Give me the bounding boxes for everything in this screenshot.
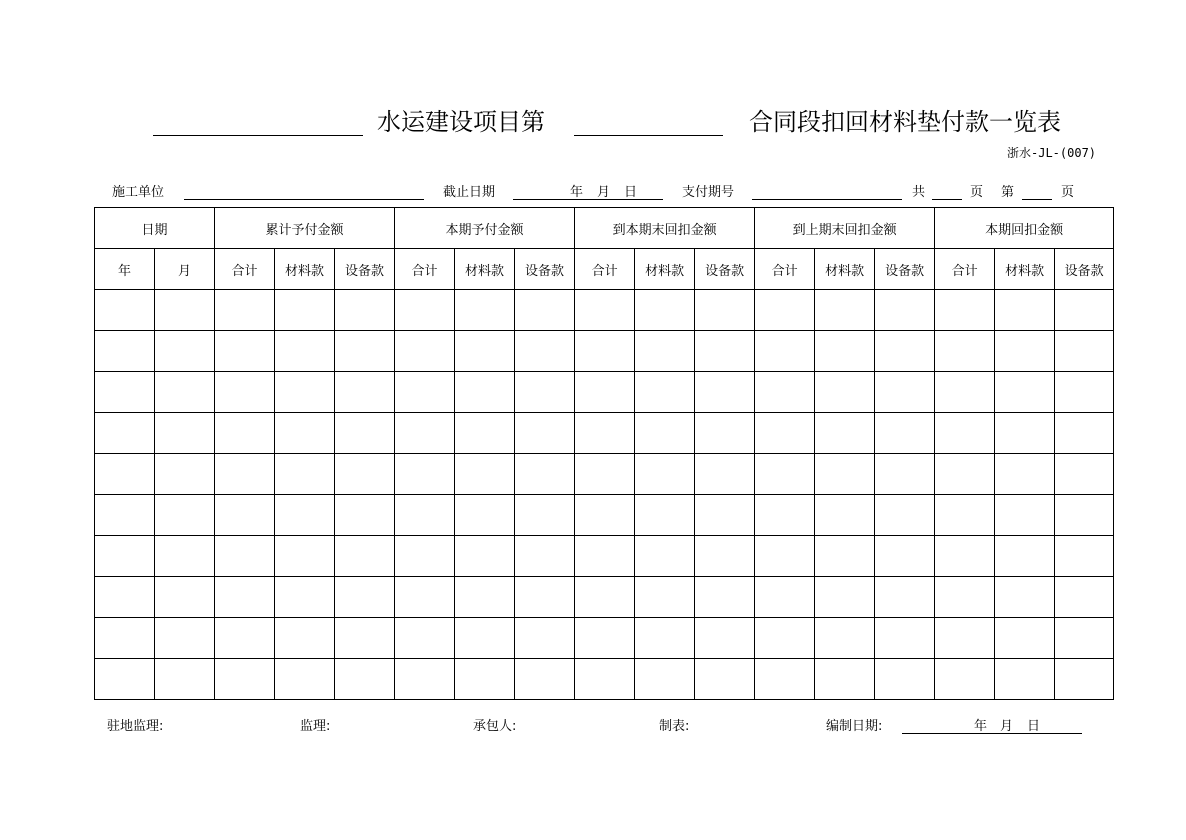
sub-header-materials: 材料款 bbox=[455, 249, 515, 290]
table-cell bbox=[455, 495, 515, 536]
table-cell bbox=[275, 659, 335, 700]
table-cell bbox=[275, 454, 335, 495]
table-cell bbox=[995, 618, 1055, 659]
payment-period-label: 支付期号 bbox=[682, 185, 735, 200]
table-cell bbox=[755, 413, 815, 454]
table-row bbox=[95, 331, 1114, 372]
table-cell bbox=[695, 413, 755, 454]
table-cell bbox=[875, 536, 935, 577]
prepared-date-label: 编制日期: bbox=[826, 719, 883, 734]
table-cell bbox=[755, 536, 815, 577]
table-cell bbox=[335, 331, 395, 372]
table-cell bbox=[575, 331, 635, 372]
table-cell bbox=[995, 372, 1055, 413]
table-cell bbox=[575, 454, 635, 495]
table-cell bbox=[1055, 454, 1114, 495]
table-cell bbox=[1055, 495, 1114, 536]
table-cell bbox=[815, 413, 875, 454]
cutoff-month: 月 bbox=[597, 185, 611, 200]
table-cell bbox=[335, 454, 395, 495]
table-cell bbox=[395, 618, 455, 659]
table-cell bbox=[395, 536, 455, 577]
table-cell bbox=[695, 577, 755, 618]
table-body bbox=[95, 290, 1114, 700]
table-cell bbox=[215, 290, 275, 331]
table-cell bbox=[815, 577, 875, 618]
title-part1: 水运建设项目第 bbox=[377, 108, 545, 136]
table-cell bbox=[275, 331, 335, 372]
table-cell bbox=[335, 536, 395, 577]
sub-header-total: 合计 bbox=[575, 249, 635, 290]
table-cell bbox=[875, 290, 935, 331]
table-cell bbox=[935, 577, 995, 618]
table-cell bbox=[1055, 659, 1114, 700]
sub-header-total: 合计 bbox=[935, 249, 995, 290]
table-cell bbox=[515, 454, 575, 495]
total-label: 共 bbox=[912, 185, 926, 200]
table-cell bbox=[155, 454, 215, 495]
table-cell bbox=[575, 577, 635, 618]
table-cell bbox=[815, 372, 875, 413]
table-row bbox=[95, 413, 1114, 454]
table-cell bbox=[695, 290, 755, 331]
table-cell bbox=[455, 413, 515, 454]
table-cell bbox=[755, 577, 815, 618]
table-cell bbox=[635, 659, 695, 700]
table-cell bbox=[815, 618, 875, 659]
table-cell bbox=[755, 372, 815, 413]
table-cell bbox=[875, 331, 935, 372]
table-cell bbox=[515, 290, 575, 331]
table-cell bbox=[95, 331, 155, 372]
group-header-cumulative-advance: 累计予付金额 bbox=[215, 208, 395, 249]
table-cell bbox=[155, 331, 215, 372]
sub-header-total: 合计 bbox=[395, 249, 455, 290]
table-cell bbox=[95, 454, 155, 495]
table-cell bbox=[755, 331, 815, 372]
sub-header-materials: 材料款 bbox=[995, 249, 1055, 290]
table-cell bbox=[695, 372, 755, 413]
header-sub-row bbox=[95, 249, 1114, 290]
table-cell bbox=[395, 331, 455, 372]
table-cell bbox=[575, 372, 635, 413]
table-cell bbox=[755, 618, 815, 659]
table-cell bbox=[575, 290, 635, 331]
table-cell bbox=[455, 536, 515, 577]
table-cell bbox=[215, 372, 275, 413]
table-cell bbox=[275, 495, 335, 536]
table-cell bbox=[695, 495, 755, 536]
table-cell bbox=[1055, 372, 1114, 413]
table-cell bbox=[815, 536, 875, 577]
table-cell bbox=[95, 372, 155, 413]
table-cell bbox=[515, 372, 575, 413]
table-cell bbox=[335, 372, 395, 413]
table-cell bbox=[275, 618, 335, 659]
page-number-blank bbox=[1022, 199, 1052, 200]
group-header-deducted-to-previous: 到上期末回扣金额 bbox=[755, 208, 935, 249]
table-cell bbox=[335, 659, 395, 700]
table-row bbox=[95, 577, 1114, 618]
table-cell bbox=[815, 331, 875, 372]
table-cell bbox=[575, 618, 635, 659]
contract-section-blank bbox=[574, 135, 723, 136]
table-cell bbox=[995, 536, 1055, 577]
table-row bbox=[95, 290, 1114, 331]
table-cell bbox=[575, 413, 635, 454]
table-cell bbox=[155, 577, 215, 618]
table-cell bbox=[635, 331, 695, 372]
table-cell bbox=[755, 495, 815, 536]
table-cell bbox=[1055, 290, 1114, 331]
table-row bbox=[95, 454, 1114, 495]
table-cell bbox=[635, 577, 695, 618]
table-cell bbox=[155, 372, 215, 413]
table-cell bbox=[515, 331, 575, 372]
group-header-current-deduction: 本期回扣金额 bbox=[935, 208, 1114, 249]
group-header-deducted-to-current: 到本期末回扣金额 bbox=[575, 208, 755, 249]
table-cell bbox=[455, 454, 515, 495]
sub-header-equipment: 设备款 bbox=[335, 249, 395, 290]
table-cell bbox=[335, 495, 395, 536]
table-cell bbox=[515, 577, 575, 618]
table-cell bbox=[455, 290, 515, 331]
table-cell bbox=[695, 659, 755, 700]
table-cell bbox=[1055, 413, 1114, 454]
table-cell bbox=[155, 495, 215, 536]
table-cell bbox=[275, 577, 335, 618]
table-cell bbox=[995, 659, 1055, 700]
sub-header-materials: 材料款 bbox=[275, 249, 335, 290]
table-cell bbox=[95, 659, 155, 700]
table-cell bbox=[875, 413, 935, 454]
table-cell bbox=[875, 618, 935, 659]
table-cell bbox=[455, 659, 515, 700]
table-cell bbox=[335, 577, 395, 618]
table-cell bbox=[215, 454, 275, 495]
group-header-date: 日期 bbox=[95, 208, 215, 249]
prepared-month: 月 bbox=[1000, 719, 1014, 734]
table-cell bbox=[935, 454, 995, 495]
table-cell bbox=[635, 618, 695, 659]
title-row bbox=[0, 104, 1186, 140]
table-cell bbox=[875, 454, 935, 495]
table-cell bbox=[215, 495, 275, 536]
page-label: 页 bbox=[970, 185, 984, 200]
table-cell bbox=[935, 413, 995, 454]
table-cell bbox=[215, 413, 275, 454]
table-cell bbox=[635, 372, 695, 413]
table-cell bbox=[935, 618, 995, 659]
table-cell bbox=[1055, 536, 1114, 577]
table-cell bbox=[935, 290, 995, 331]
title-part2: 合同段扣回材料垫付款一览表 bbox=[749, 108, 1061, 136]
table-cell bbox=[575, 659, 635, 700]
group-header-current-advance: 本期予付金额 bbox=[395, 208, 575, 249]
payment-period-blank bbox=[752, 199, 902, 200]
table-cell bbox=[935, 495, 995, 536]
table-cell bbox=[395, 454, 455, 495]
table-cell bbox=[395, 659, 455, 700]
table-cell bbox=[95, 495, 155, 536]
form-code: 浙水-JL-(007) bbox=[1007, 146, 1097, 160]
table-cell bbox=[395, 495, 455, 536]
table-cell bbox=[335, 413, 395, 454]
table-row bbox=[95, 536, 1114, 577]
table-cell bbox=[695, 536, 755, 577]
prepared-date-blank bbox=[902, 733, 1082, 734]
table-cell bbox=[215, 331, 275, 372]
table-cell bbox=[95, 618, 155, 659]
sub-header-equipment: 设备款 bbox=[515, 249, 575, 290]
table-cell bbox=[455, 618, 515, 659]
table-cell bbox=[755, 659, 815, 700]
table-cell bbox=[395, 290, 455, 331]
nth-label: 第 bbox=[1001, 185, 1015, 200]
table-cell bbox=[275, 290, 335, 331]
table-cell bbox=[335, 290, 395, 331]
table-cell bbox=[695, 618, 755, 659]
cutoff-day: 日 bbox=[624, 185, 638, 200]
table-cell bbox=[395, 413, 455, 454]
table-cell bbox=[995, 331, 1055, 372]
sub-header-year: 年 bbox=[95, 249, 155, 290]
table-cell bbox=[1055, 577, 1114, 618]
table-cell bbox=[635, 413, 695, 454]
table-cell bbox=[275, 536, 335, 577]
sub-header-total: 合计 bbox=[755, 249, 815, 290]
table-cell bbox=[155, 536, 215, 577]
sub-header-total: 合计 bbox=[215, 249, 275, 290]
supervisor-label: 监理: bbox=[300, 719, 331, 734]
table-cell bbox=[695, 331, 755, 372]
table-cell bbox=[275, 413, 335, 454]
cutoff-date-blank bbox=[513, 199, 663, 200]
table-row bbox=[95, 372, 1114, 413]
table-cell bbox=[275, 372, 335, 413]
table-cell bbox=[575, 536, 635, 577]
table-cell bbox=[995, 454, 1055, 495]
sub-header-equipment: 设备款 bbox=[1055, 249, 1114, 290]
table-cell bbox=[815, 495, 875, 536]
table-row bbox=[95, 495, 1114, 536]
sub-header-materials: 材料款 bbox=[635, 249, 695, 290]
resident-supervisor-label: 驻地监理: bbox=[107, 719, 164, 734]
payment-table bbox=[94, 207, 1114, 700]
table-cell bbox=[995, 577, 1055, 618]
table-row bbox=[95, 659, 1114, 700]
sub-header-month: 月 bbox=[155, 249, 215, 290]
table-cell bbox=[455, 331, 515, 372]
table-cell bbox=[95, 290, 155, 331]
table-cell bbox=[215, 536, 275, 577]
prepared-year: 年 bbox=[974, 719, 988, 734]
sub-header-materials: 材料款 bbox=[815, 249, 875, 290]
table-cell bbox=[335, 618, 395, 659]
table-cell bbox=[515, 413, 575, 454]
table-cell bbox=[215, 577, 275, 618]
header-group-row bbox=[95, 208, 1114, 249]
table-cell bbox=[635, 495, 695, 536]
table-cell bbox=[395, 577, 455, 618]
table-cell bbox=[875, 372, 935, 413]
table-cell bbox=[155, 290, 215, 331]
table-cell bbox=[455, 372, 515, 413]
table-cell bbox=[575, 495, 635, 536]
table-cell bbox=[875, 495, 935, 536]
table-cell bbox=[155, 618, 215, 659]
table-cell bbox=[935, 536, 995, 577]
table-cell bbox=[155, 659, 215, 700]
table-cell bbox=[515, 618, 575, 659]
table-cell bbox=[515, 659, 575, 700]
table-cell bbox=[935, 372, 995, 413]
table-cell bbox=[155, 413, 215, 454]
unit-label: 施工单位 bbox=[112, 185, 165, 200]
table-cell bbox=[755, 454, 815, 495]
page-label-2: 页 bbox=[1061, 185, 1075, 200]
table-cell bbox=[95, 413, 155, 454]
sub-header-equipment: 设备款 bbox=[695, 249, 755, 290]
table-cell bbox=[635, 536, 695, 577]
prepared-by-label: 制表: bbox=[659, 719, 690, 734]
table-cell bbox=[875, 577, 935, 618]
cutoff-label: 截止日期 bbox=[443, 185, 496, 200]
table-cell bbox=[515, 495, 575, 536]
unit-blank bbox=[184, 199, 424, 200]
prepared-day: 日 bbox=[1027, 719, 1041, 734]
table-cell bbox=[815, 454, 875, 495]
table-cell bbox=[815, 659, 875, 700]
table-cell bbox=[935, 331, 995, 372]
table-cell bbox=[995, 495, 1055, 536]
table-cell bbox=[635, 290, 695, 331]
table-cell bbox=[755, 290, 815, 331]
table-cell bbox=[1055, 331, 1114, 372]
table-cell bbox=[815, 290, 875, 331]
project-name-blank bbox=[153, 135, 363, 136]
table-cell bbox=[515, 536, 575, 577]
cutoff-year: 年 bbox=[570, 185, 584, 200]
table-cell bbox=[455, 577, 515, 618]
table-cell bbox=[395, 372, 455, 413]
table-cell bbox=[935, 659, 995, 700]
sub-header-equipment: 设备款 bbox=[875, 249, 935, 290]
total-pages-blank bbox=[932, 199, 962, 200]
table-cell bbox=[995, 290, 1055, 331]
table-cell bbox=[1055, 618, 1114, 659]
table-cell bbox=[995, 413, 1055, 454]
table-cell bbox=[875, 659, 935, 700]
table-cell bbox=[95, 577, 155, 618]
table-cell bbox=[95, 536, 155, 577]
table-cell bbox=[635, 454, 695, 495]
table-cell bbox=[215, 618, 275, 659]
contractor-label: 承包人: bbox=[473, 719, 517, 734]
table-cell bbox=[695, 454, 755, 495]
table-row bbox=[95, 618, 1114, 659]
table-cell bbox=[215, 659, 275, 700]
